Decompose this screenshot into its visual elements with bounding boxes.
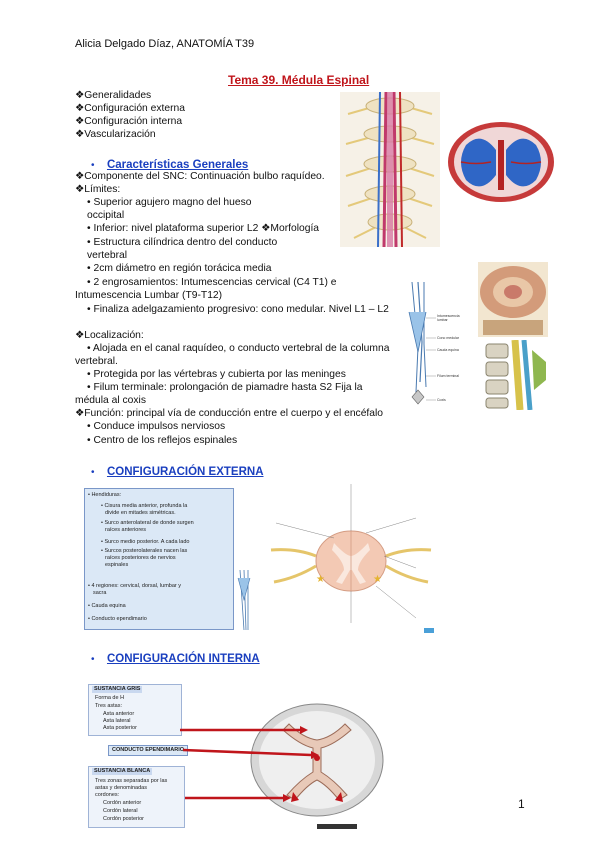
index-item: ❖Generalidades [75, 90, 152, 101]
gray-item: Asta anterior [103, 711, 135, 717]
ependimario-label: CONDUCTO EPENDIMARIO [108, 745, 188, 756]
cauda-mini-figure [234, 570, 264, 630]
vertebra-section-photo [478, 262, 548, 337]
cauda-label: Cauda equina [437, 348, 459, 352]
body-line: • Filum terminale: prolongación de piamadre hasta S2 Fija la [87, 382, 363, 393]
gray-item: Asta posterior [103, 725, 137, 731]
cauda-equina-figure [404, 282, 476, 410]
body-line: médula al coxis [75, 395, 146, 406]
body-line: • Centro de los reflejos espinales [87, 435, 238, 446]
body-line: • 2cm diámetro en región torácica media [87, 263, 272, 274]
cauda-label: Intumescencia [437, 314, 460, 318]
panel-line: • Surco medio posterior. A cada lado [101, 539, 190, 545]
white-item: cordones: [95, 792, 120, 798]
body-line: • Protegida por las vértebras y cubierta por las meninges [87, 369, 346, 380]
index-item: ❖Vascularización [75, 129, 156, 140]
gray-item: Asta lateral [103, 718, 131, 724]
body-line: ❖Límites: [75, 184, 121, 195]
panel-line: • Conducto ependimario [88, 616, 147, 622]
vascular-cross-section [446, 120, 556, 205]
white-item: Tres zonas separadas por las [95, 778, 168, 784]
body-line: ❖Componente del SNC: Continuación bulbo raquídeo. [75, 171, 325, 182]
section-general: • Características Generales [91, 159, 249, 171]
panel-line: • Cauda equina [88, 603, 126, 609]
body-line: • Alojada en el canal raquídeo, o conducto vertebral de la columna [87, 343, 390, 354]
body-line: occipital [87, 210, 125, 221]
panel-line: espinales [105, 562, 129, 568]
body-line: vertebral [87, 250, 128, 261]
panel-line: sacra [93, 590, 107, 596]
section-external: • CONFIGURACIÓN EXTERNA [91, 466, 264, 478]
page-title: Tema 39. Médula Espinal [228, 73, 370, 87]
body-line: • Conduce impulsos nerviosos [87, 421, 226, 432]
gray-matter-title: SUSTANCIA GRIS [94, 686, 141, 692]
body-line: • Inferior: nivel plataforma superior L2 ❖Morfología [87, 223, 320, 234]
white-matter-title: SUSTANCIA BLANCA [94, 768, 151, 774]
spinal-column-figure [340, 92, 440, 247]
panel-line: • Surcos posterolaterales nacen las [101, 548, 188, 554]
white-item: astas y denominadas [95, 785, 147, 791]
section-internal: • CONFIGURACIÓN INTERNA [91, 653, 260, 665]
gray-item: Forma de H [95, 695, 125, 701]
panel-line: • Hendiduras: [88, 492, 122, 498]
body-line: ❖Localización: [75, 330, 144, 341]
panel-line: • 4 regiones: cervical, dorsal, lumbar y [88, 583, 182, 589]
external-cross-section-figure [266, 478, 436, 634]
panel-line: divide en mitades simétricas. [105, 510, 176, 516]
index-item: ❖Configuración interna [75, 116, 183, 127]
white-item: Cordón posterior [103, 816, 144, 822]
svg-text:★: ★ [316, 574, 325, 585]
white-item: Cordón anterior [103, 800, 142, 806]
body-line: Intumescencia Lumbar (T9-T12) [75, 290, 223, 301]
panel-line: raíces anteriores [105, 527, 146, 533]
sagittal-vertebrae-figure [480, 340, 550, 410]
cauda-label: Cono medular [437, 336, 459, 340]
body-line: vertebral. [75, 356, 118, 367]
panel-line: • Cisura media anterior, profunda la [101, 503, 188, 509]
body-line: ❖Función: principal vía de conducción entre el cuerpo y el encéfalo [75, 408, 384, 419]
internal-cross-section-figure [175, 700, 385, 830]
index-item: ❖Configuración externa [75, 103, 185, 114]
gray-matter-panel [88, 684, 182, 736]
gray-item: Tres astas: [95, 703, 122, 709]
cauda-label: Filum terminal [437, 374, 459, 378]
body-line: • Estructura cilíndrica dentro del conducto [87, 237, 278, 248]
cauda-label: Coxis [437, 398, 446, 402]
body-line: • Finaliza adelgazamiento progresivo: cono medular. Nivel L1 – L2 [87, 304, 389, 315]
page-number: 1 [518, 797, 525, 811]
body-line: • Superior agujero magno del hueso [87, 197, 252, 208]
page-header: Alicia Delgado Díaz, ANATOMÍA T39 [75, 38, 255, 50]
white-matter-panel [88, 766, 185, 828]
external-config-panel [84, 488, 234, 630]
panel-line: raíces posteriores de nervios [105, 555, 176, 561]
panel-line: • Surco anterolateral de donde surgen [101, 520, 194, 526]
svg-text:★: ★ [373, 574, 382, 585]
white-item: Cordón lateral [103, 808, 138, 814]
body-line: • 2 engrosamientos: Intumescencias cervical (C4 T1) e [87, 277, 337, 288]
cauda-label: lumbar [437, 318, 448, 322]
